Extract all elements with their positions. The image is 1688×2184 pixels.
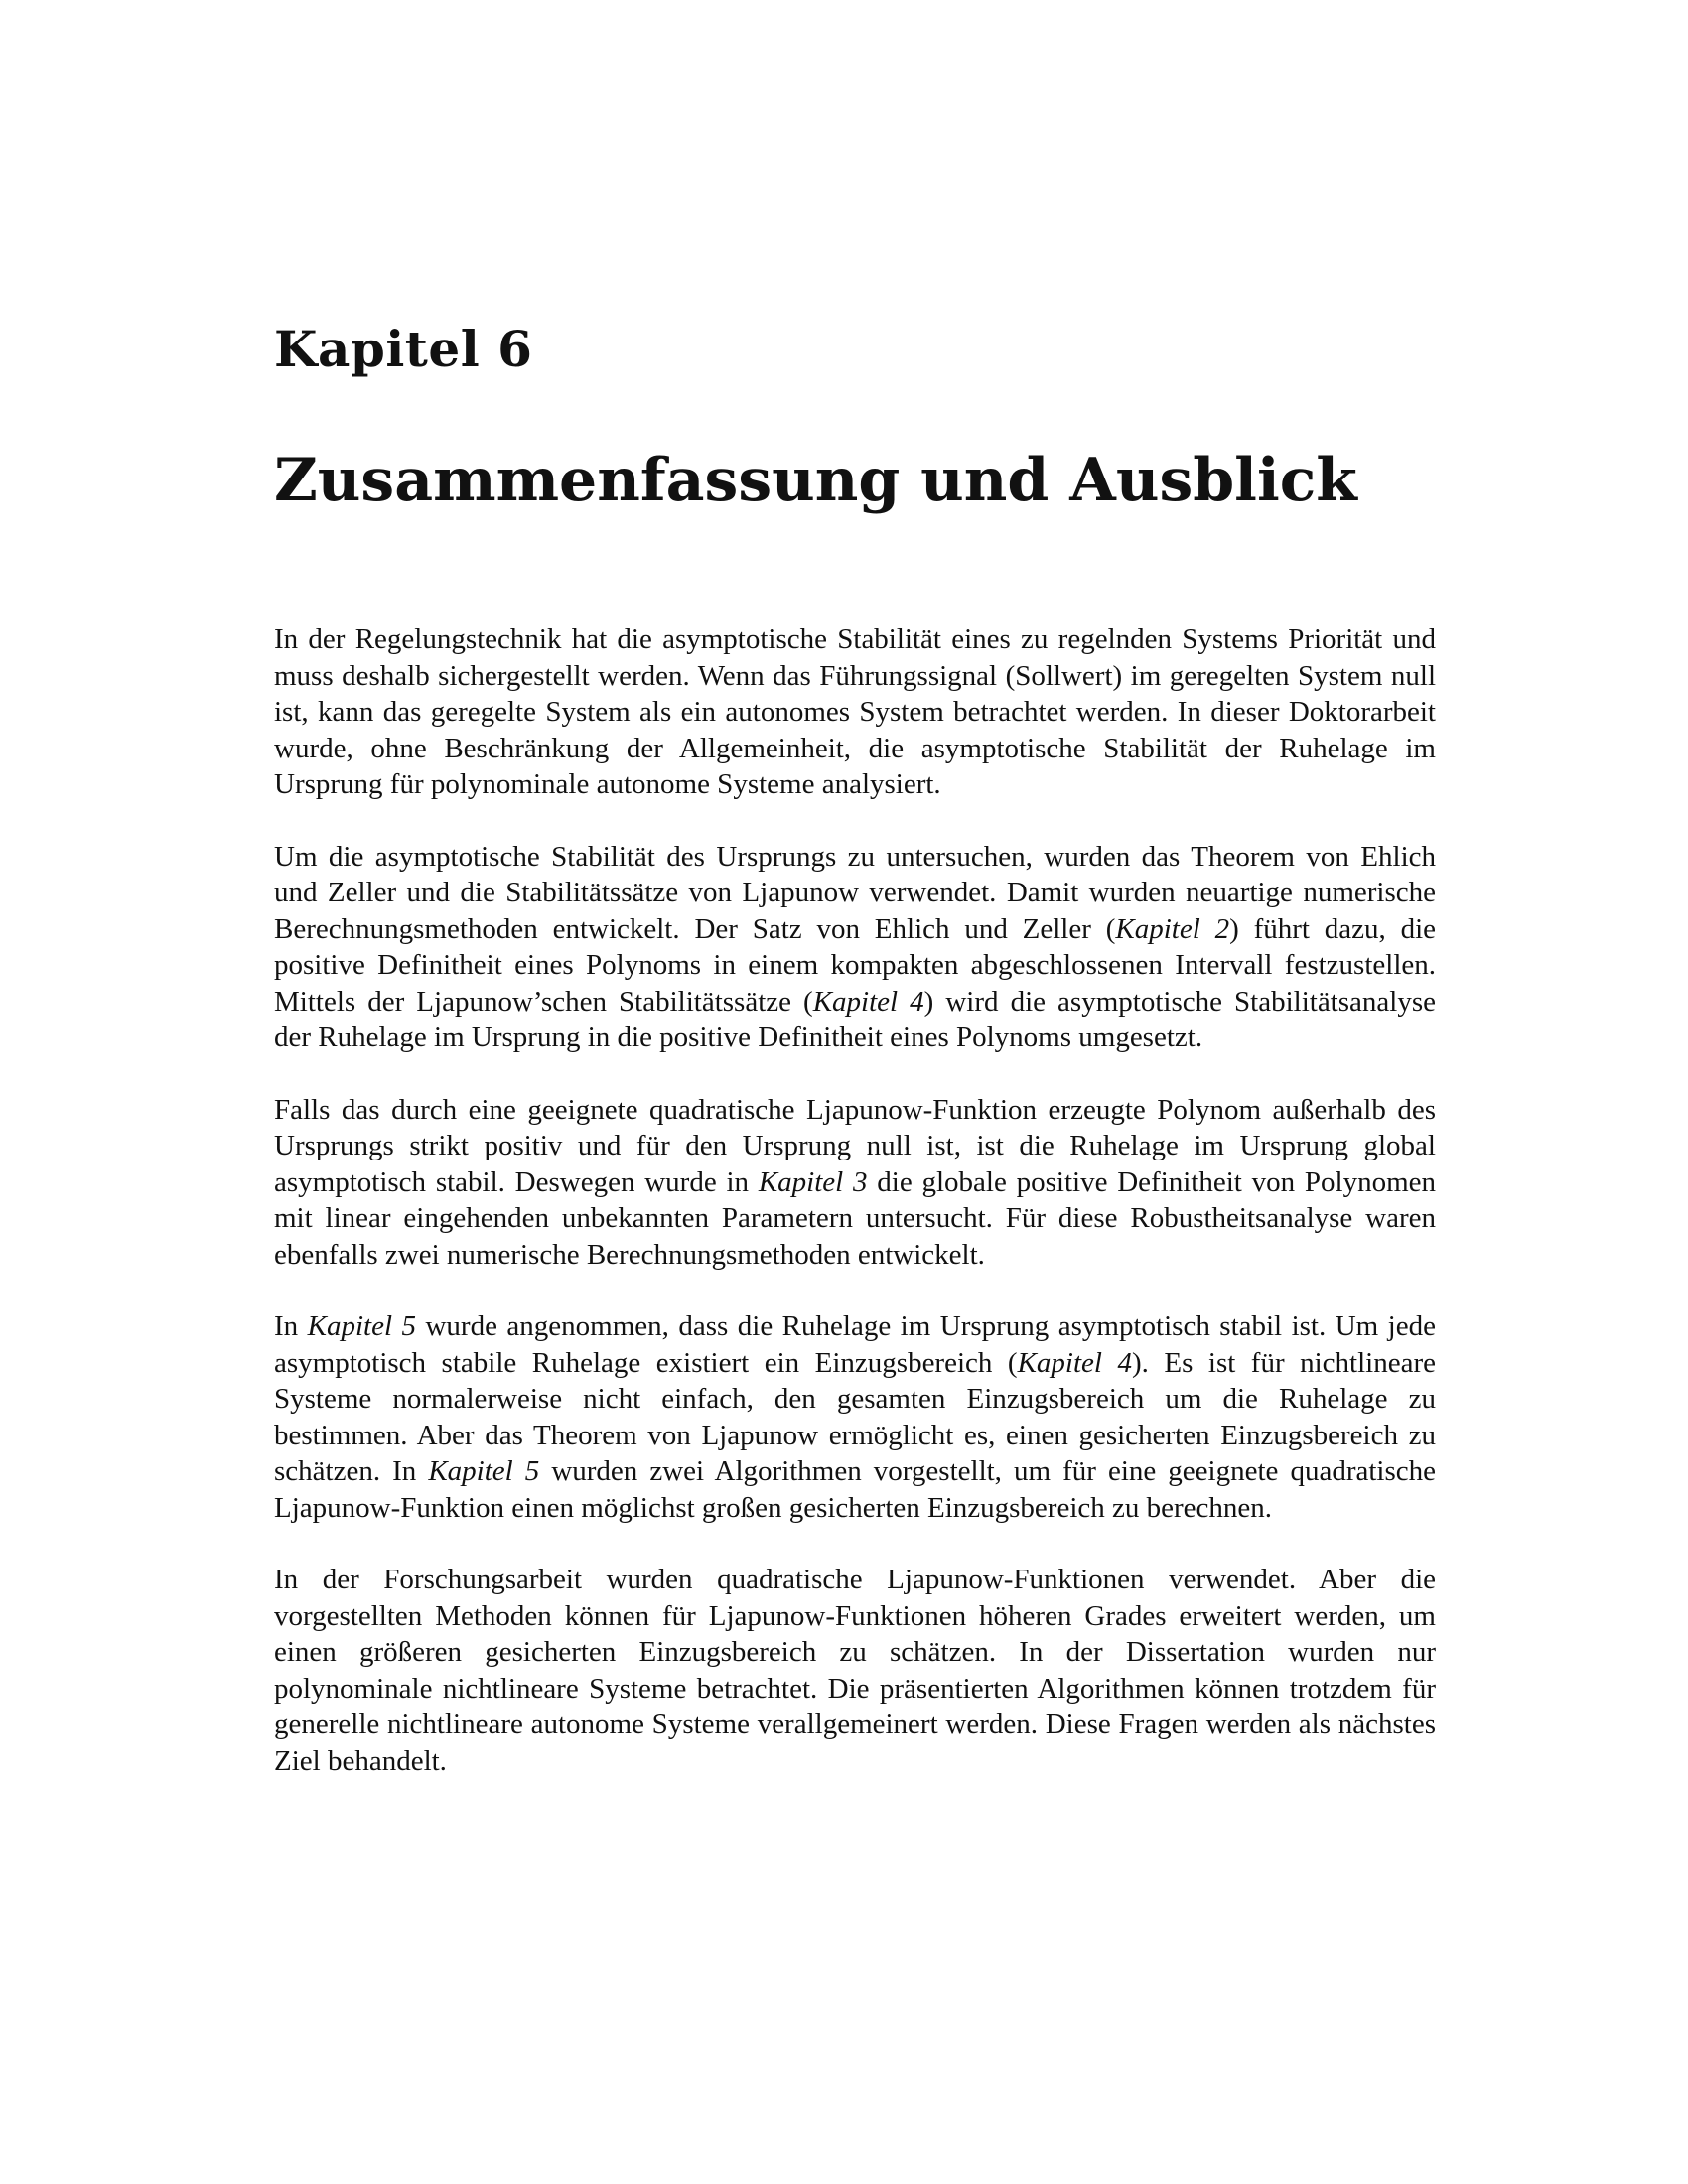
document-page (274, 0, 1436, 2184)
paragraph-text: wurden zwei Algorithmen vorgestellt, um für eine geeignete quadratische Ljapunow-Funktion einen möglichst großen gesicherten Einzugsbereich zu berechnen. (274, 1455, 1436, 1524)
body-text (274, 621, 1436, 1815)
paragraph-text: die globale positive Definitheit von Polynomen mit linear eingehenden unbekannten Parametern untersucht. Für diese Robustheitsanalyse waren ebenfalls zwei numerische Berechnungsmethoden entwickelt. (274, 1165, 1437, 1271)
paragraph-text: In der Regelungstechnik hat die asymptotische Stabilität eines zu regelnden Systems Priorität und muss deshalb sichergestellt werden. Wenn das Führungssignal (Sollwert) im geregelten System null ist, kann das geregelte System als ein autonomes System betrachtet werden. In dieser Doktorarbeit wurde, ohne Beschränkung der Allgemeinheit, die asymptotische Stabilität der Ruhelage im Ursprung für polynominale autonome Systeme analysiert. (274, 623, 1436, 800)
chapter-label: Kapitel 6 (274, 320, 533, 378)
chapter-reference: Kapitel 5 (307, 1310, 416, 1342)
paragraph-4 (274, 1308, 1436, 1526)
paragraph-text: ). Es ist für nichtlineare Systeme normalerweise nicht einfach, den gesamten Einzugsbereich um die Ruhelage zu bestimmen. Aber das Theorem von Ljapunow ermöglicht es, einen gesicherten Einzugsbereich zu schätzen. In (274, 1346, 1436, 1487)
paragraph-text: In (274, 1310, 308, 1342)
paragraph-text: wurde angenommen, dass die Ruhelage im Ursprung asymptotisch stabil ist. Um jede asymptotisch stabile Ruhelage existiert ein Einzugsbereich ( (274, 1310, 1436, 1379)
paragraph-text: ) wird die asymptotische Stabilitätsanalyse der Ruhelage im Ursprung in die positive Definitheit eines Polynoms umgesetzt. (274, 985, 1436, 1053)
paragraph-5 (274, 1562, 1436, 1779)
paragraph-text: Um die asymptotische Stabilität des Ursprungs zu untersuchen, wurden das Theorem von Ehlich und Zeller und die Stabilitätssätze von Ljapunow verwendet. Damit wurden neuartige numerische Berechnungsmethoden entwickelt. Der Satz von Ehlich und Zeller ( (274, 840, 1436, 945)
paragraph-2 (274, 839, 1436, 1056)
paragraph-3 (274, 1092, 1436, 1274)
chapter-reference: Kapitel 3 (758, 1165, 868, 1198)
chapter-title: Zusammenfassung und Ausblick (274, 446, 1357, 515)
chapter-reference: Kapitel 2 (1115, 912, 1230, 945)
chapter-reference: Kapitel 5 (428, 1455, 540, 1487)
chapter-reference: Kapitel 4 (812, 985, 924, 1018)
paragraph-text: In der Forschungsarbeit wurden quadratische Ljapunow-Funktionen verwendet. Aber die vorgestellten Methoden können für Ljapunow-Funktionen höheren Grades erweitert werden, um einen größeren gesicherten Einzugsbereich zu schätzen. In der Dissertation wurden nur polynominale nichtlineare Systeme betrachtet. Die präsentierten Algorithmen können trotzdem für generelle nichtlineare autonome Systeme verallgemeinert werden. Diese Fragen werden als nächstes Ziel behandelt. (274, 1564, 1436, 1777)
paragraph-1 (274, 621, 1436, 803)
paragraph-text: Falls das durch eine geeignete quadratische Ljapunow-Funktion erzeugte Polynom außerhalb des Ursprungs strikt positiv und für den Ursprung null ist, ist die Ruhelage im Ursprung global asymptotisch stabil. Deswegen wurde in (274, 1093, 1436, 1198)
chapter-reference: Kapitel 4 (1017, 1346, 1132, 1379)
paragraph-text: ) führt dazu, die positive Definitheit eines Polynoms in einem kompakten abgeschlossenen Intervall festzustellen. Mittels der Ljapunow’schen Stabilitätssätze ( (274, 912, 1437, 1018)
